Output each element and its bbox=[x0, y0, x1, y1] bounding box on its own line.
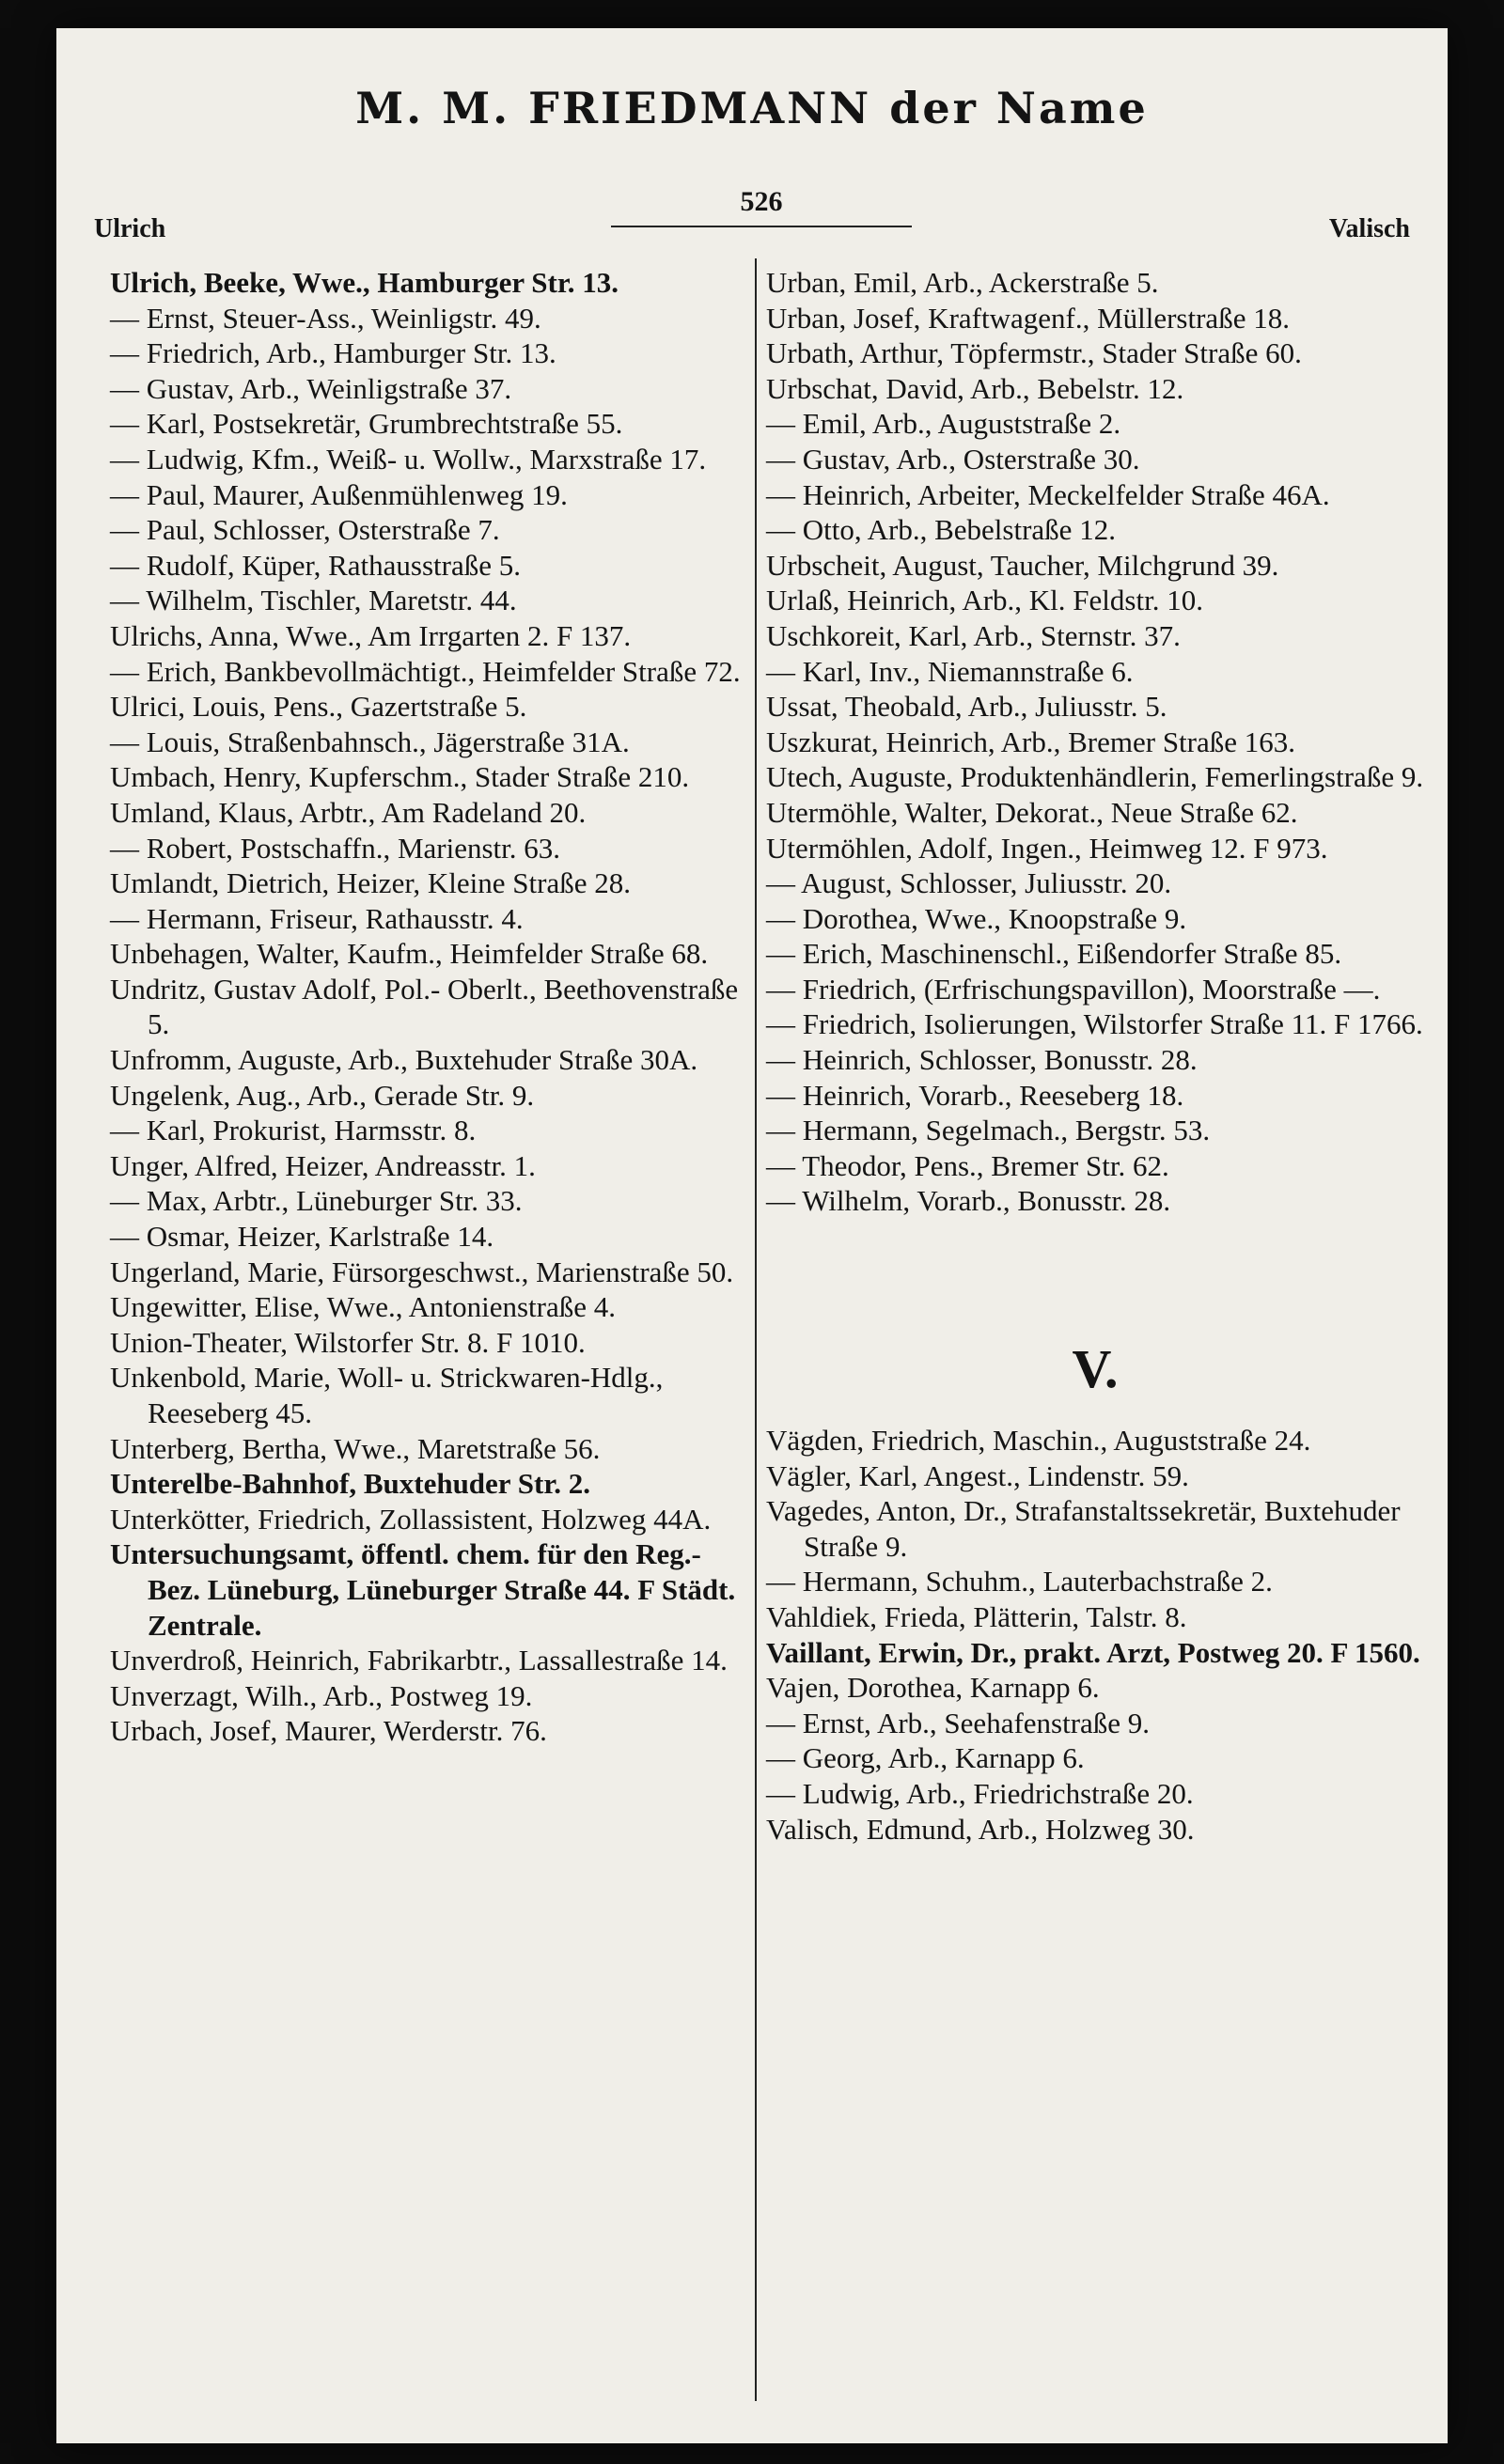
directory-entry: Unkenbold, Marie, Woll- u. Strickwaren-Hdlg., Reeseberg 45. bbox=[110, 1361, 664, 1429]
directory-entry: — Karl, Prokurist, Harmsstr. 8. bbox=[110, 1114, 477, 1147]
directory-entry: Untersuchungsamt, öffentl. chem. für den Reg.-Bez. Lüneburg, Lüneburger Straße 44. F Städt. Zentrale. bbox=[110, 1537, 736, 1642]
directory-entry: — Hermann, Schuhm., Lauterbachstraße 2. bbox=[766, 1565, 1273, 1598]
directory-entry: — Karl, Postsekretär, Grumbrechtstraße 55. bbox=[110, 407, 623, 441]
directory-entry: — Otto, Arb., Bebelstraße 12. bbox=[766, 513, 1116, 547]
directory-entry: Urbath, Arthur, Töpfermstr., Stader Straße 60. bbox=[766, 336, 1302, 370]
directory-entry: Ungerland, Marie, Fürsorgeschwst., Marienstraße 50. bbox=[110, 1255, 734, 1288]
directory-entry: Vahldiek, Frieda, Plätterin, Talstr. 8. bbox=[766, 1600, 1187, 1633]
directory-entry: — Ludwig, Kfm., Weiß- u. Wollw., Marxstraße 17. bbox=[110, 442, 707, 476]
directory-entry: — Erich, Bankbevollmächtigt., Heimfelder Straße 72. bbox=[110, 654, 741, 688]
directory-entry: Union-Theater, Wilstorfer Str. 8. F 1010. bbox=[110, 1325, 586, 1359]
directory-entry: Umbach, Henry, Kupferschm., Stader Straße 210. bbox=[110, 760, 690, 794]
directory-entry: Ussat, Theobald, Arb., Juliusstr. 5. bbox=[766, 690, 1167, 724]
directory-entry: — Emil, Arb., Auguststraße 2. bbox=[766, 407, 1121, 441]
page-number-rule bbox=[611, 226, 912, 227]
directory-entry: Urbschat, David, Arb., Bebelstr. 12. bbox=[766, 371, 1184, 405]
directory-entry: Unverzagt, Wilh., Arb., Postweg 19. bbox=[110, 1678, 533, 1712]
catchword-right: Valisch bbox=[1328, 214, 1410, 243]
directory-entry: Vägden, Friedrich, Maschin., Auguststraße 24. bbox=[766, 1424, 1311, 1458]
directory-entry: — Friedrich, Isolierungen, Wilstorfer Straße 11. F 1766. bbox=[766, 1007, 1423, 1041]
directory-entry: — Osmar, Heizer, Karlstraße 14. bbox=[110, 1220, 494, 1254]
directory-entry: — Paul, Maurer, Außenmühlenweg 19. bbox=[110, 477, 568, 511]
directory-entry: Vagedes, Anton, Dr., Strafanstaltssekretär, Buxtehuder Straße 9. bbox=[766, 1494, 1401, 1563]
directory-entry: — Ernst, Steuer-Ass., Weinligstr. 49. bbox=[110, 301, 541, 335]
u-entries bbox=[766, 265, 1424, 1219]
directory-entry: Urbscheit, August, Taucher, Milchgrund 39. bbox=[766, 548, 1279, 582]
directory-entry: — Georg, Arb., Karnapp 6. bbox=[766, 1741, 1085, 1775]
directory-entry: — Ludwig, Arb., Friedrichstraße 20. bbox=[766, 1776, 1194, 1810]
directory-entry: Utech, Auguste, Produktenhändlerin, Femerlingstraße 9. bbox=[766, 760, 1424, 794]
directory-entry: Utermöhlen, Adolf, Ingen., Heimweg 12. F 973. bbox=[766, 831, 1328, 865]
directory-entry: — Gustav, Arb., Osterstraße 30. bbox=[766, 442, 1140, 476]
directory-entry: Vägler, Karl, Angest., Lindenstr. 59. bbox=[766, 1458, 1189, 1492]
directory-entry: Unterkötter, Friedrich, Zollassistent, Holzweg 44A. bbox=[110, 1502, 712, 1536]
directory-entry: Urban, Josef, Kraftwagenf., Müllerstraße 18. bbox=[766, 301, 1290, 335]
directory-entry: Ulrichs, Anna, Wwe., Am Irrgarten 2. F 137. bbox=[110, 618, 632, 652]
directory-entry: Vajen, Dorothea, Karnapp 6. bbox=[766, 1671, 1100, 1705]
directory-entry: Unbehagen, Walter, Kaufm., Heimfelder Straße 68. bbox=[110, 937, 709, 971]
directory-entry: — Dorothea, Wwe., Knoopstraße 9. bbox=[766, 901, 1187, 935]
directory-entry: — Paul, Schlosser, Osterstraße 7. bbox=[110, 513, 500, 547]
directory-entry: Unfromm, Auguste, Arb., Buxtehuder Straße 30A. bbox=[110, 1043, 698, 1077]
directory-entry: — Theodor, Pens., Bremer Str. 62. bbox=[766, 1148, 1169, 1182]
directory-entry: — Gustav, Arb., Weinligstraße 37. bbox=[110, 371, 512, 405]
directory-entry: Ulrici, Louis, Pens., Gazertstraße 5. bbox=[110, 690, 527, 724]
running-head: M. M. FRIEDMANN der Name bbox=[355, 83, 1149, 133]
directory-entry: Urbach, Josef, Maurer, Werderstr. 76. bbox=[110, 1714, 547, 1748]
directory-entry: — Friedrich, (Erfrischungspavillon), Moorstraße —. bbox=[766, 972, 1381, 1006]
directory-entry: Utermöhle, Walter, Dekorat., Neue Straße 62. bbox=[766, 795, 1298, 829]
directory-entry: Urban, Emil, Arb., Ackerstraße 5. bbox=[766, 266, 1159, 299]
directory-entry: Urlaß, Heinrich, Arb., Kl. Feldstr. 10. bbox=[766, 584, 1203, 617]
directory-entry: — Robert, Postschaffn., Marienstr. 63. bbox=[110, 831, 561, 865]
directory-entry: — Wilhelm, Vorarb., Bonusstr. 28. bbox=[766, 1184, 1171, 1218]
directory-entry: — Heinrich, Schlosser, Bonusstr. 28. bbox=[766, 1043, 1198, 1077]
directory-entry: Unterberg, Bertha, Wwe., Maretstraße 56. bbox=[110, 1431, 601, 1465]
directory-entry: Umlandt, Dietrich, Heizer, Kleine Straße 28. bbox=[110, 866, 631, 900]
directory-entry: Unterelbe-Bahnhof, Buxtehuder Str. 2. bbox=[110, 1467, 590, 1501]
left-column bbox=[110, 265, 744, 1749]
directory-entry: — Wilhelm, Tischler, Maretstr. 44. bbox=[110, 584, 517, 617]
directory-entry: — Rudolf, Küper, Rathausstraße 5. bbox=[110, 548, 521, 582]
directory-entry: Ulrich, Beeke, Wwe., Hamburger Str. 13. bbox=[110, 266, 619, 299]
catchword-left: Ulrich bbox=[94, 214, 166, 243]
directory-entry: — August, Schlosser, Juliusstr. 20. bbox=[766, 866, 1172, 900]
right-column bbox=[766, 265, 1424, 1847]
directory-entry: — Heinrich, Arbeiter, Meckelfelder Straße 46A. bbox=[766, 477, 1330, 511]
directory-entry: Unverdroß, Heinrich, Fabrikarbtr., Lassallestraße 14. bbox=[110, 1644, 728, 1677]
directory-entry: Uschkoreit, Karl, Arb., Sternstr. 37. bbox=[766, 618, 1181, 652]
directory-entry: — Erich, Maschinenschl., Eißendorfer Straße 85. bbox=[766, 937, 1342, 971]
directory-entry: Vaillant, Erwin, Dr., prakt. Arzt, Postweg 20. F 1560. bbox=[766, 1635, 1420, 1669]
directory-entry: Umland, Klaus, Arbtr., Am Radeland 20. bbox=[110, 795, 587, 829]
section-letter-v: V. bbox=[1072, 1338, 1119, 1400]
v-entries bbox=[766, 1423, 1424, 1847]
directory-entry: — Louis, Straßenbahnsch., Jägerstraße 31A. bbox=[110, 725, 630, 758]
directory-entry: — Karl, Inv., Niemannstraße 6. bbox=[766, 654, 1134, 688]
directory-entry: Uszkurat, Heinrich, Arb., Bremer Straße 163. bbox=[766, 725, 1296, 758]
directory-entry: — Hermann, Segelmach., Bergstr. 53. bbox=[766, 1114, 1211, 1147]
directory-entry: — Heinrich, Vorarb., Reeseberg 18. bbox=[766, 1078, 1184, 1112]
directory-entry: — Ernst, Arb., Seehafenstraße 9. bbox=[766, 1706, 1151, 1739]
directory-entry: Undritz, Gustav Adolf, Pol.- Oberlt., Beethovenstraße 5. bbox=[110, 972, 739, 1041]
directory-entry: Ungewitter, Elise, Wwe., Antonienstraße 4. bbox=[110, 1290, 616, 1324]
directory-entry: Valisch, Edmund, Arb., Holzweg 30. bbox=[766, 1812, 1195, 1846]
column-divider bbox=[755, 258, 757, 2401]
directory-page bbox=[56, 28, 1448, 2443]
directory-entry: — Friedrich, Arb., Hamburger Str. 13. bbox=[110, 336, 556, 370]
directory-entry: Ungelenk, Aug., Arb., Gerade Str. 9. bbox=[110, 1078, 535, 1112]
directory-entry: — Max, Arbtr., Lüneburger Str. 33. bbox=[110, 1184, 523, 1218]
directory-entry: — Hermann, Friseur, Rathausstr. 4. bbox=[110, 901, 524, 935]
directory-entry: Unger, Alfred, Heizer, Andreasstr. 1. bbox=[110, 1148, 536, 1182]
page-number: 526 bbox=[740, 186, 783, 217]
